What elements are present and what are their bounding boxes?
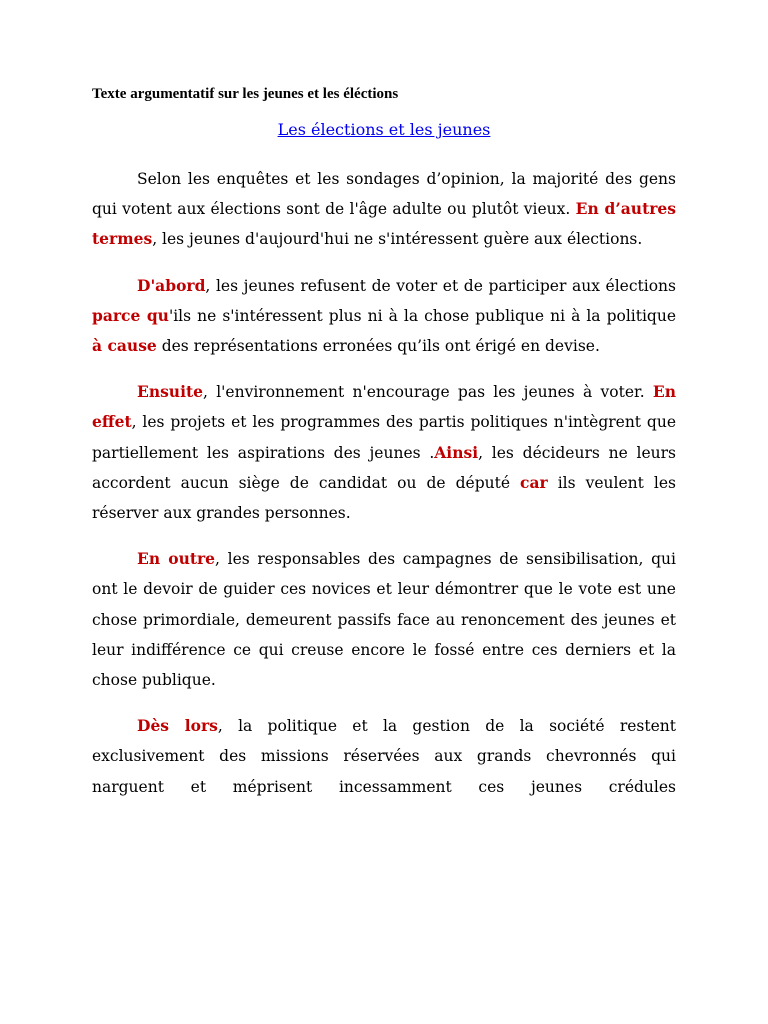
paragraph [92, 164, 676, 255]
connector-word: à cause [92, 336, 157, 356]
connector-word: D'abord [137, 275, 206, 295]
paragraph-text: , les responsables des campagnes de sensibilisation, qui ont le devoir de guider ces novices et leur démontrer que le vote est une chose primordiale, demeurent passifs face au renoncement des jeunes et leur indifférence ce qui creuse encore le fossé entre ces derniers et la chose publique. [92, 550, 676, 690]
paragraph-text: , les jeunes d'aujourd'hui ne s'intéressent guère aux élections. [152, 230, 643, 249]
paragraph-text: des représentations erronées qu’ils ont érigé en devise. [156, 337, 600, 356]
connector-word: Ensuite [137, 382, 203, 402]
paragraph [92, 271, 676, 362]
connector-word: car [520, 472, 548, 492]
paragraph-text: ils veulent les réserver aux grandes personnes. [92, 473, 676, 523]
paragraph-text: , l'environnement n'encourage pas les jeunes à voter. [203, 383, 653, 402]
paragraph-text: 'ils ne s'intéressent plus ni à la chose publique ni à la politique [168, 306, 676, 325]
paragraph-text: , la politique et la gestion de la société restent exclusivement des missions réservées aux grands chevronnés qui narguent et méprisent incessamment ces jeunes crédules [92, 717, 676, 796]
document-body [92, 164, 676, 818]
connector-word: parce qu [92, 305, 169, 325]
paragraph [92, 711, 676, 802]
paragraph [92, 544, 676, 695]
paragraph-text: Selon les enquêtes et les sondages d’opinion, la majorité des gens qui votent aux élections sont de l'âge adulte ou plutôt vieux. [92, 170, 676, 219]
connector-word: En d’autres termes [92, 199, 676, 249]
connector-word: Dès lors [137, 716, 218, 736]
paragraph [92, 377, 676, 528]
paragraph-text: , les décideurs ne leurs accordent aucun siège de candidat ou de député [92, 443, 676, 492]
connector-word: En effet [92, 382, 676, 432]
document-heading: Texte argumentatif sur les jeunes et les éléctions [92, 86, 399, 102]
connector-word: Ainsi [434, 442, 479, 462]
paragraph-text: , les projets et les programmes des partis politiques n'intègrent que partiellement les aspirations des jeunes . [92, 413, 676, 462]
paragraph-text: , les jeunes refusent de voter et de participer aux élections [205, 276, 676, 295]
connector-word: En outre [137, 549, 216, 569]
document-title-link[interactable]: Les élections et les jeunes [277, 120, 491, 139]
